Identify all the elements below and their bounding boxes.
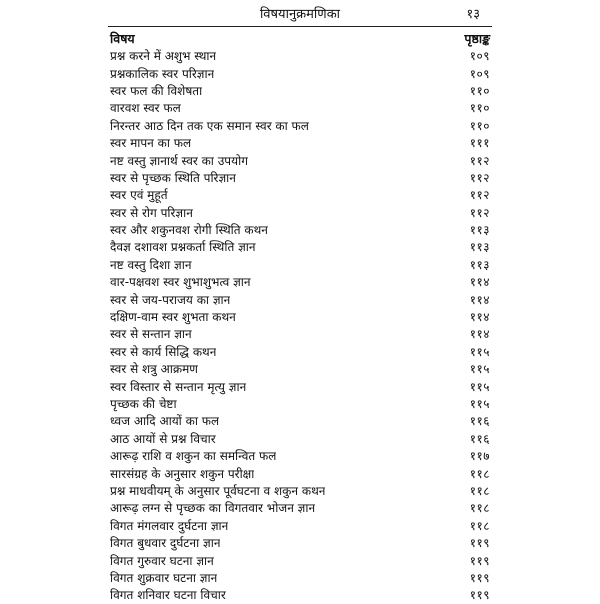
- toc-entry: [110, 204, 490, 221]
- toc-entry: [110, 273, 490, 290]
- toc-entry: [110, 99, 490, 116]
- toc-entry: [110, 186, 490, 203]
- toc-entry: [110, 534, 490, 551]
- page-header: [0, 6, 600, 26]
- toc-entry-page: ११४: [469, 310, 490, 325]
- toc-entry: [110, 169, 490, 186]
- toc-entry: [110, 308, 490, 325]
- toc-entry: [110, 517, 490, 534]
- toc-entry-title: पृच्छक की चेष्टा: [110, 397, 177, 411]
- table-of-contents: [110, 29, 490, 604]
- toc-entry-title: विगत गुरुवार घटना ज्ञान: [110, 553, 214, 568]
- toc-entry-title: स्वर से जय-पराजय का ज्ञान: [110, 292, 231, 307]
- toc-entry: [110, 499, 490, 516]
- toc-entry: [110, 117, 490, 134]
- toc-entry: [110, 430, 490, 447]
- toc-entry-title: स्वर फल की विशेषता: [110, 83, 203, 98]
- toc-entry: [110, 569, 490, 586]
- toc-entry-page: ११९: [469, 536, 490, 551]
- toc-entry-page: ११४: [469, 327, 490, 342]
- toc-entry-title: विगत शुक्रवार घटना ज्ञान: [110, 570, 218, 585]
- toc-column-headers: [110, 29, 490, 47]
- toc-entry: [110, 586, 490, 603]
- toc-entry-title: सारसंग्रह के अनुसार शकुन परीक्षा: [110, 466, 255, 481]
- toc-entry-page: ११४: [469, 275, 490, 290]
- toc-entry: [110, 447, 490, 464]
- toc-entry-page: १०९: [469, 49, 490, 64]
- toc-entry-page: ११७: [469, 449, 490, 464]
- toc-entry: [110, 151, 490, 168]
- toc-entry-page: ११२: [469, 188, 490, 203]
- toc-entry-page: ११९: [469, 553, 490, 568]
- toc-entry-title: आरूढ़ लग्न से पृच्छक का विगतवार भोजन ज्ञान: [110, 501, 316, 516]
- toc-entry: [110, 47, 490, 64]
- toc-entry: [110, 464, 490, 481]
- toc-entry-page: ११८: [469, 501, 490, 516]
- toc-entry-page: ११२: [469, 170, 490, 185]
- toc-entry-page: ११८: [469, 483, 490, 498]
- toc-entry-page: ११०: [469, 101, 490, 116]
- toc-entry: [110, 82, 490, 99]
- toc-entry: [110, 221, 490, 238]
- toc-entry: [110, 343, 490, 360]
- page-number: १३: [466, 7, 480, 22]
- toc-entry-title: स्वर से सन्तान ज्ञान: [110, 327, 192, 342]
- toc-entry-title: नष्ट वस्तु दिशा ज्ञान: [110, 257, 192, 272]
- toc-entry: [110, 412, 490, 429]
- toc-entry-title: निरन्तर आठ दिन तक एक समान स्वर का फल: [110, 118, 309, 133]
- toc-entry-title: विगत मंगलवार दुर्घटना ज्ञान: [110, 518, 229, 533]
- toc-entry-page: ११६: [469, 414, 490, 429]
- toc-entry-title: प्रश्न माधवीयम् के अनुसार पूर्वघटना व शकुन कथन: [110, 483, 326, 498]
- toc-entry-title: प्रश्नकालिक स्वर परिज्ञान: [110, 66, 215, 81]
- toc-entry: [110, 551, 490, 568]
- toc-entry-title: आरूढ़ राशि व शकुन का समन्वित फल: [110, 449, 277, 464]
- page-title: विषयानुक्रमणिका: [259, 7, 341, 22]
- toc-entry-page: ११८: [469, 518, 490, 533]
- subject-column-header: विषय: [110, 30, 135, 46]
- toc-entry-page: ११३: [469, 257, 490, 272]
- toc-entry-title: स्वर एवं मुहूर्त: [110, 188, 168, 203]
- toc-entry-page: ११३: [469, 223, 490, 238]
- toc-entry-title: विगत शनिवार घटना विचार: [110, 588, 226, 603]
- toc-entry-title: स्वर विस्तार से सन्तान मृत्यु ज्ञान: [110, 379, 247, 394]
- toc-entry-title: विगत बुधवार दुर्घटना ज्ञान: [110, 536, 221, 551]
- toc-entry: [110, 290, 490, 307]
- toc-entry-title: स्वर से कार्य सिद्धि कथन: [110, 344, 217, 359]
- toc-entry-page: १११: [469, 136, 490, 151]
- toc-entry-page: ११८: [469, 466, 490, 481]
- toc-entry: [110, 256, 490, 273]
- toc-entry-title: ध्वज आदि आयों का फल: [110, 414, 220, 429]
- toc-entry-page: ११४: [469, 292, 490, 307]
- toc-entry: [110, 377, 490, 394]
- toc-entry-title: दैवज्ञ दशावश प्रश्नकर्ता स्थिति ज्ञान: [110, 240, 256, 255]
- toc-entry-page: ११२: [469, 153, 490, 168]
- toc-entry-title: आठ आयों से प्रश्न विचार: [110, 431, 216, 446]
- toc-entry-page: ११५: [469, 379, 490, 394]
- toc-entry-title: वार-पक्षवश स्वर शुभाशुभत्व ज्ञान: [110, 275, 251, 290]
- toc-entry: [110, 395, 490, 412]
- toc-entry-title: स्वर से पृच्छक स्थिति परिज्ञान: [110, 170, 236, 185]
- header-rule: [108, 26, 492, 27]
- toc-entry-page: ११५: [469, 397, 490, 411]
- toc-entry-page: ११३: [469, 240, 490, 255]
- toc-entry: [110, 325, 490, 342]
- toc-entry: [110, 360, 490, 377]
- toc-entry-page: ११६: [469, 431, 490, 446]
- toc-entry-title: प्रश्न करने में अशुभ स्थान: [110, 49, 217, 64]
- toc-entry-page: १०९: [469, 66, 490, 81]
- toc-entry-title: स्वर और शकुनवश रोगी स्थिति कथन: [110, 223, 268, 238]
- toc-entry-page: ११९: [469, 588, 490, 603]
- toc-entries: [110, 47, 490, 604]
- toc-entry: [110, 238, 490, 255]
- toc-entry-page: ११५: [469, 362, 490, 377]
- toc-entry-page: ११२: [469, 205, 490, 220]
- toc-entry: [110, 482, 490, 499]
- toc-entry-title: स्वर से शत्रु आक्रमण: [110, 362, 198, 377]
- toc-entry-page: ११०: [469, 83, 490, 98]
- toc-entry-title: दक्षिण-वाम स्वर शुभता कथन: [110, 310, 236, 325]
- toc-entry-title: स्वर से रोग परिज्ञान: [110, 205, 193, 220]
- toc-entry-title: वारवश स्वर फल: [110, 101, 181, 116]
- toc-entry: [110, 64, 490, 81]
- toc-entry-title: स्वर मापन का फल: [110, 136, 192, 151]
- toc-entry-page: ११५: [469, 344, 490, 359]
- toc-entry-page: ११९: [469, 570, 490, 585]
- page-column-header: पृष्ठाङ्क: [464, 30, 490, 46]
- toc-entry: [110, 134, 490, 151]
- toc-entry-title: नष्ट वस्तु ज्ञानार्थ स्वर का उपयोग: [110, 153, 248, 168]
- toc-entry-page: ११०: [469, 118, 490, 133]
